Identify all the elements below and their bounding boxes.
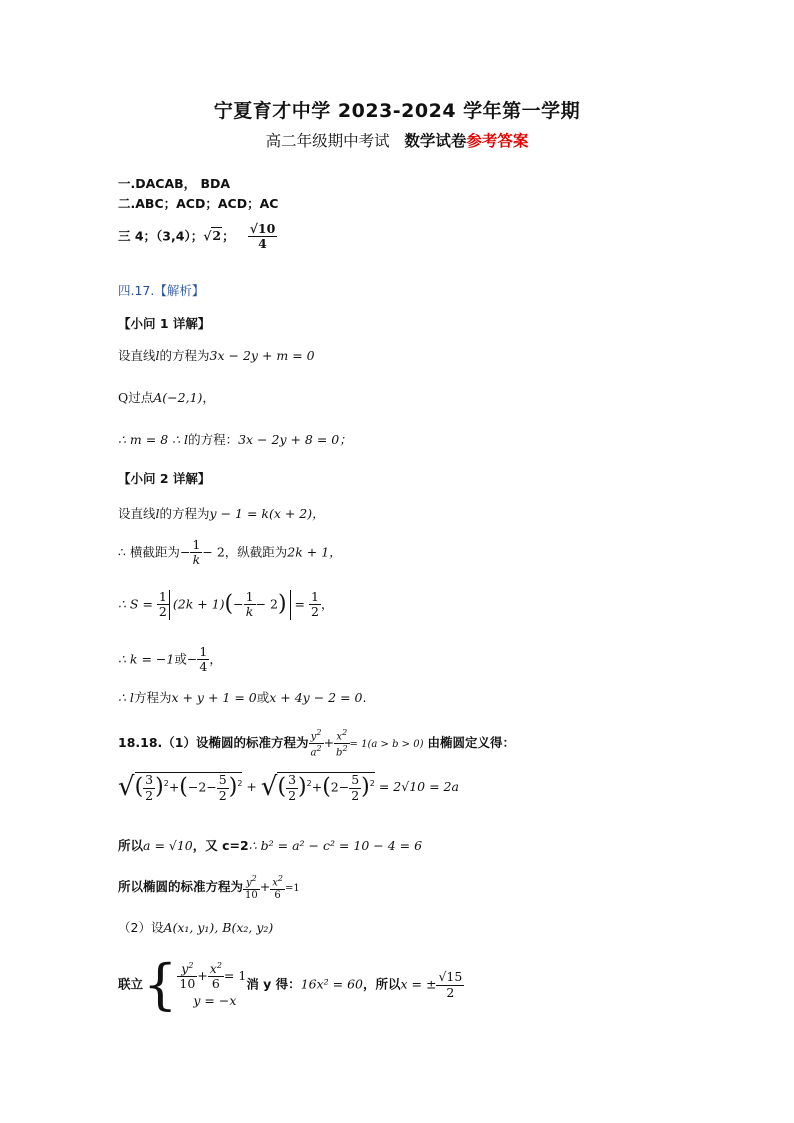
answers-part3-text: 三 4；（3,4）； bbox=[118, 228, 204, 244]
q18-line-4: 所以椭圆的标准方程为 $\frac{y^2}{10}$ + $\frac{x^2}{6}$ =1 bbox=[118, 874, 300, 901]
subtitle-subject: 数学试卷 bbox=[404, 132, 467, 150]
q17-line-5: ∴ 横截距为− $\frac{1}{k}$ − 2，纵截距为2k + 1， bbox=[118, 537, 342, 568]
q18-line-2: √( $\frac{3}{2}$ )$^2$+(−2− $\frac{5}{2}$ )$^2$ + √( $\frac{3}{2}$ )$^2$+(2− $\frac{5}{2}$ )$^2$ = 2√10 = 2a bbox=[118, 772, 459, 803]
fraction-sqrt10-over-4: $\frac{√10}{4}$ bbox=[249, 221, 276, 252]
page-subtitle bbox=[0, 129, 794, 151]
q17-line-6: ∴ S = $\frac{1}{2}$ (2k + 1)(− $\frac{1}{k}$ − 2) = $\frac{1}{2}$ ， bbox=[118, 589, 334, 620]
q17-subheading-2: 【小问 2 详解】 bbox=[118, 471, 211, 486]
page-title: 宁夏育才中学 2023-2024 学年第一学期 bbox=[213, 100, 581, 122]
subtitle-answer-key: 参考答案 bbox=[466, 132, 529, 150]
q17-line-3: ∴ m = 8 ∴ l的方程：3x − 2y + 8 = 0； bbox=[118, 432, 352, 447]
q18-line-5: （2）设A(x₁, y₁), B(x₂, y₂) bbox=[118, 920, 274, 935]
answers-part3: 三 4；（3,4）；√2； $\frac{√10}{4}$ bbox=[118, 221, 276, 252]
q17-heading: 四.17.【解析】 bbox=[118, 283, 205, 298]
q17-line-1: 设直线l的方程为3x − 2y + m = 0 bbox=[118, 348, 315, 363]
sqrt-2: √2 bbox=[203, 228, 222, 244]
q17-subheading-1: 【小问 1 详解】 bbox=[118, 316, 211, 331]
q17-line-7: ∴ k = −1或− $\frac{1}{4}$ ， bbox=[118, 644, 222, 675]
answers-part2: 二.ABC；ACD；ACD；AC bbox=[118, 196, 279, 211]
q18-line-1: 18.18.（1）设椭圆的标准方程为 $\frac{y^2}{a^2}$ + $\frac{x^2}{b^2}$ = 1(a > b > 0) 由椭圆定义得： bbox=[118, 728, 515, 759]
q18-line-6: 联立{ $\frac{y^2}{10}$ + $\frac{x^2}{6}$ = 1 y = −x 消 y 得：16x² = 60，所以x = ± $\frac{√15}{2}$ bbox=[118, 953, 463, 1016]
q18-line-3: 所以a = √10，又 c=2∴ b² = a² − c² = 10 − 4 = 6 bbox=[118, 838, 423, 853]
q17-line-8: ∴ l方程为x + y + 1 = 0或x + 4y − 2 = 0. bbox=[118, 690, 367, 705]
q17-line-4: 设直线l的方程为y − 1 = k(x + 2)， bbox=[118, 506, 325, 521]
subtitle-grade: 高二年级期中考试 bbox=[265, 132, 390, 150]
answers-part1: 一.DACAB， BDA bbox=[118, 176, 231, 191]
q17-line-2: Q过点A(−2,1)， bbox=[118, 390, 215, 405]
